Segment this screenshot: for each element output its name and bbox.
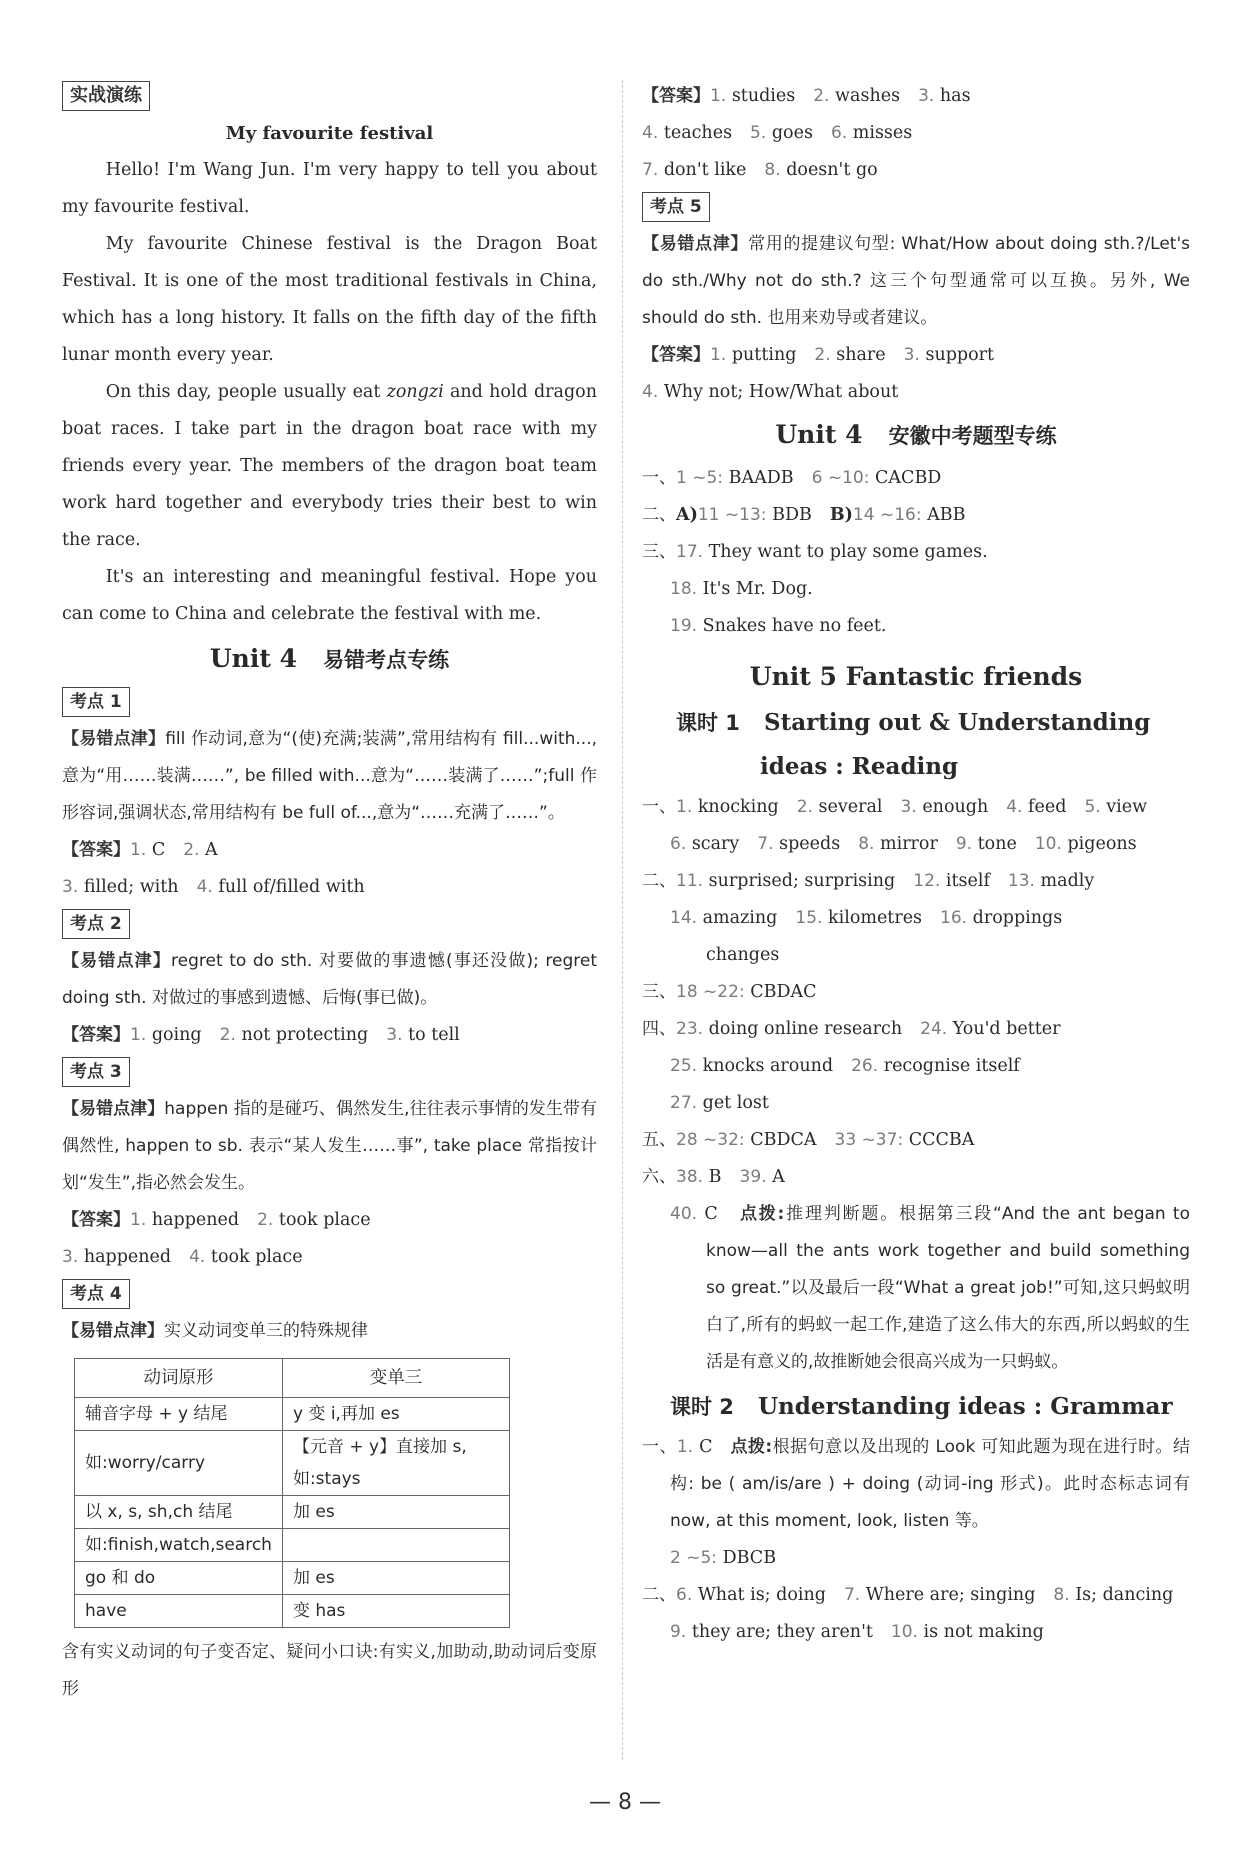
answer-line: 7. don't like 8. doesn't go <box>642 160 878 180</box>
lesson2-title: 课时 2 Understanding ideas : Grammar <box>670 1393 1173 1420</box>
answer-line: 一、1. knocking 2. several 3. enough 4. feed 5. view <box>642 797 1148 817</box>
lesson1-title: 课时 1 Starting out & Understanding <box>676 709 1151 736</box>
answer-line: 6. scary 7. speeds 8. mirror 9. tone 10. pigeons <box>670 834 1137 854</box>
answer-line: 四、23. doing online research 24. You'd better <box>642 1019 1061 1039</box>
answer-line: changes <box>706 945 780 965</box>
table-header: 动词原形 <box>75 1359 283 1398</box>
lesson1-title-cont: ideas : Reading <box>760 753 959 780</box>
answer-line: 25. knocks around 26. recognise itself <box>670 1056 1020 1076</box>
answer-line: 五、28 ~32: CBDCA 33 ~37: CCCBA <box>642 1130 975 1150</box>
table-header: 变单三 <box>282 1359 509 1398</box>
essay-paragraph: It's an interesting and meaningful festival. Hope you can come to China and celebrate the festival with me. <box>62 567 597 624</box>
answer-line: 六、38. B 39. A <box>642 1167 785 1187</box>
left-column <box>62 78 597 1708</box>
answer-line: 27. get lost <box>670 1093 769 1113</box>
table-row: 如:finish,watch,search <box>75 1529 510 1562</box>
point-tag: 考点 1 <box>62 687 130 717</box>
table-row: 如:worry/carry 【元音 + y】直接加 s,如:stays <box>75 1431 510 1496</box>
answer-line: 4. Why not; How/What about <box>642 382 899 402</box>
answer-line: 19. Snakes have no feet. <box>670 616 887 636</box>
table-row: 辅音字母 + y 结尾 y 变 i,再加 es <box>75 1398 510 1431</box>
unit4-title: Unit 4 易错考点专练 <box>209 644 450 673</box>
answer-line: 3. happened 4. took place <box>62 1247 303 1267</box>
point-explain: 【易错点津】常用的提建议句型: What/How about doing sth.?/Let's do sth./Why not do sth.? 这三个句型通常可以互换。另外, We should do sth. 也用来劝导或者建议。 <box>642 234 1190 328</box>
answer-explain: 40. C 点拨:推理判断题。根据第三段“And the ant began to know—all the ants work together and build something so great.”以及最后一段“What a great job!”可知,这只蚂蚁明白了,所有的蚂蚁一起工作,建造了这么伟大的东西,所以蚂蚁的生活是有意义的,故推断她会很高兴成为一只蚂蚁。 <box>670 1204 1190 1372</box>
right-column <box>642 78 1190 1651</box>
point-explain: 【易错点津】fill 作动词,意为“(使)充满;装满”,常用结构有 fill...with...,意为“用……装满……”, be filled with...意为“……装满了……”;full 作形容词,强调状态,常用结构有 be full of...,意为“……充满了……”。 <box>62 729 597 823</box>
unit4-exam-title: Unit 4 安徽中考题型专练 <box>775 420 1057 449</box>
verb-rule-table <box>74 1358 510 1628</box>
answer-line: 18. It's Mr. Dog. <box>670 579 813 599</box>
point-explain: 【易错点津】happen 指的是碰巧、偶然发生,往往表示事情的发生带有偶然性, happen to sb. 表示“某人发生……事”, take place 常指按计划“发生”,指必然会发生。 <box>62 1099 598 1193</box>
point-tag: 考点 3 <box>62 1057 130 1087</box>
essay-paragraph: On this day, people usually eat zongzi and hold dragon boat races. I take part in the dragon boat race with my friends every year. The members of the dragon boat team work hard together and everybody tries their best to win the race. <box>62 382 597 550</box>
answer-line: 三、17. They want to play some games. <box>642 542 988 562</box>
answer-line: 14. amazing 15. kilometres 16. droppings <box>670 908 1063 928</box>
point-tag: 考点 4 <box>62 1279 130 1309</box>
point-explain: 【易错点津】regret to do sth. 对要做的事遗憾(事还没做); regret doing sth. 对做过的事感到遗憾、后悔(事已做)。 <box>62 951 598 1008</box>
answer-line: 【答案】1. C 2. A <box>62 840 218 860</box>
point-tag: 考点 2 <box>62 909 130 939</box>
column-divider <box>622 80 623 1760</box>
answer-line: 二、11. surprised; surprising 12. itself 13. madly <box>642 871 1095 891</box>
answer-explain: 一、1. C 点拨:根据句意以及出现的 Look 可知此题为现在进行时。结构: be ( am/is/are ) + doing (动词-ing 形式)。此时态标志词有 now, at this moment, look, listen 等。 <box>642 1437 1190 1531</box>
answer-line: 二、6. What is; doing 7. Where are; singing 8. Is; dancing <box>642 1585 1174 1605</box>
practice-tag: 实战演练 <box>62 81 150 111</box>
answer-line: 【答案】1. putting 2. share 3. support <box>642 345 995 365</box>
answer-line: 一、1 ~5: BAADB 6 ~10: CACBD <box>642 468 942 488</box>
point-tag: 考点 5 <box>642 192 710 222</box>
mnemonic: 含有实义动词的句子变否定、疑问小口诀:有实义,加助动,助动词后变原形 <box>62 1642 597 1699</box>
table-row: have 变 has <box>75 1595 510 1628</box>
essay-paragraph: Hello! I'm Wang Jun. I'm very happy to tell you about my favourite festival. <box>62 160 597 217</box>
table-row: go 和 do 加 es <box>75 1562 510 1595</box>
table-row: 以 x, s, sh,ch 结尾 加 es <box>75 1496 510 1529</box>
answer-line: 【答案】1. going 2. not protecting 3. to tell <box>62 1025 460 1045</box>
answer-line: 3. filled; with 4. full of/filled with <box>62 877 365 897</box>
answer-line: 4. teaches 5. goes 6. misses <box>642 123 913 143</box>
answer-line: 【答案】1. studies 2. washes 3. has <box>642 86 971 106</box>
answer-line: 2 ~5: DBCB <box>670 1548 777 1568</box>
answer-line: 【答案】1. happened 2. took place <box>62 1210 371 1230</box>
answer-line: 二、A)11 ~13: BDB B)14 ~16: ABB <box>642 505 966 525</box>
answer-line: 三、18 ~22: CBDAC <box>642 982 817 1002</box>
essay-title: My favourite festival <box>225 123 434 144</box>
page-number: — 8 — <box>589 1790 661 1815</box>
answer-line: 9. they are; they aren't 10. is not making <box>670 1622 1044 1642</box>
essay-paragraph: My favourite Chinese festival is the Dragon Boat Festival. It is one of the most traditional festivals in China, which has a long history. It falls on the fifth day of the fifth lunar month every year. <box>62 234 597 365</box>
unit5-title: Unit 5 Fantastic friends <box>749 662 1083 691</box>
point-explain: 【易错点津】实义动词变单三的特殊规律 <box>62 1321 368 1341</box>
